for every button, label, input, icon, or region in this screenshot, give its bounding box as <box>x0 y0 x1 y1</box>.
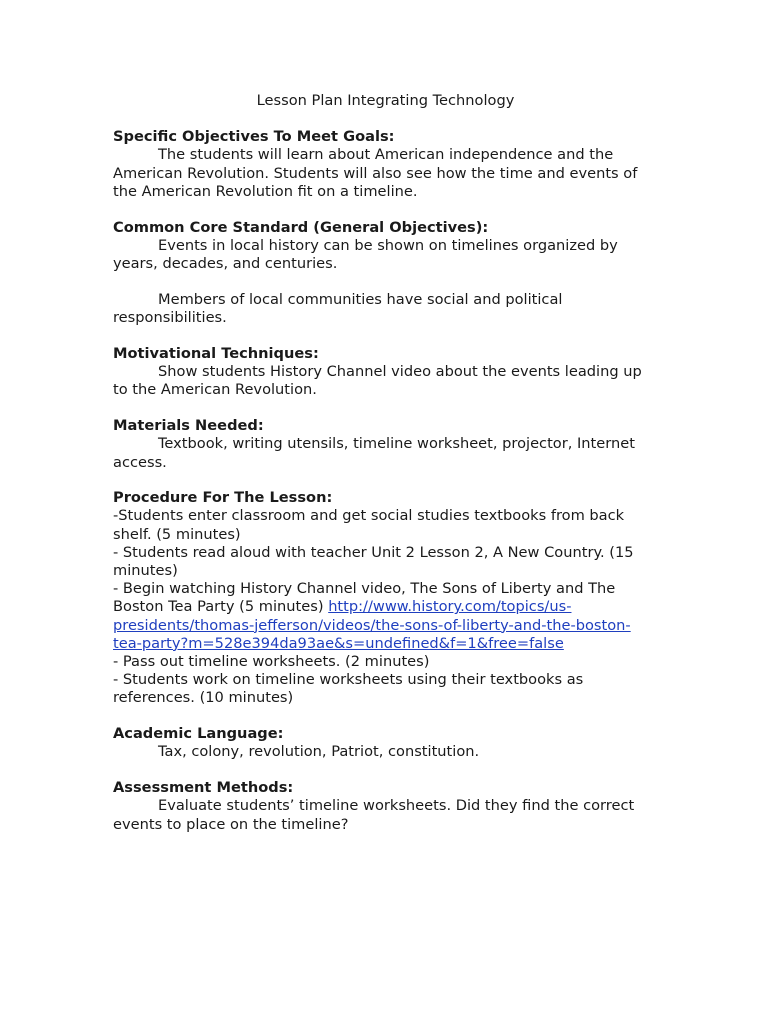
section-heading: Assessment Methods: <box>113 779 294 797</box>
section-paragraph: Events in local history can be shown on timelines organized by years, decades, and centuries. <box>113 236 618 272</box>
section-heading: Specific Objectives To Meet Goals: <box>113 128 395 146</box>
section-procedure <box>113 489 658 707</box>
section-heading: Common Core Standard (General Objectives): <box>113 218 489 236</box>
section-heading: Academic Language: <box>113 725 284 743</box>
procedure-step: -Students enter classroom and get social studies textbooks from back shelf. (5 minutes) <box>113 507 625 543</box>
section-paragraph: Textbook, writing utensils, timeline worksheet, projector, Internet access. <box>113 435 635 471</box>
section-paragraph: Show students History Channel video about the events leading up to the American Revolution. <box>113 363 642 399</box>
section-academic-language <box>113 725 658 761</box>
section-heading: Procedure For The Lesson: <box>113 489 333 507</box>
section-heading: Materials Needed: <box>113 417 264 435</box>
section-paragraph: Evaluate students’ timeline worksheets. Did they find the correct events to place on the timeline? <box>113 797 635 833</box>
history-video-link[interactable]: http://www.history.com/topics/us-presidents/thomas-jefferson/videos/the-sons-of-liberty-and-the-boston-tea-party?m=528e394da93ae&s=undefined&f=1&free=false <box>113 598 631 652</box>
section-assessment <box>113 779 658 834</box>
procedure-step: - Students work on timeline worksheets using their textbooks as references. (10 minutes) <box>113 671 584 707</box>
document-title: Lesson Plan Integrating Technology <box>256 92 515 109</box>
section-paragraph: Tax, colony, revolution, Patriot, constitution. <box>158 743 480 761</box>
procedure-step-text: - Begin watching History Channel video, The Sons of Liberty and The Boston Tea Party (5 minutes) <box>113 580 616 616</box>
section-heading: Motivational Techniques: <box>113 345 319 363</box>
section-paragraph: The students will learn about American independence and the American Revolution. Students will also see how the time and events of the American Revolution fit on a timeline. <box>113 146 638 200</box>
section-common-core <box>113 219 658 328</box>
procedure-step: - Pass out timeline worksheets. (2 minutes) <box>113 653 430 671</box>
section-paragraph: Members of local communities have social and political responsibilities. <box>113 291 563 327</box>
procedure-step: - Students read aloud with teacher Unit 2 Lesson 2, A New Country. (15 minutes) <box>113 543 634 580</box>
procedure-step-with-link <box>113 580 658 653</box>
document-page <box>113 92 658 851</box>
section-motivation <box>113 345 658 400</box>
section-materials <box>113 417 658 472</box>
section-objectives <box>113 128 658 201</box>
